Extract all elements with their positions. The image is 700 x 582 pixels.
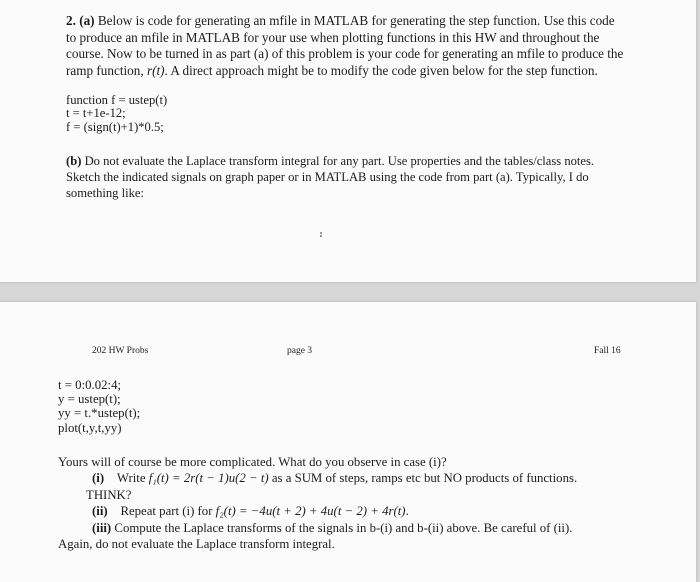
part-a-line-1: 2. (a) Below is code for generating an mfile in MATLAB for generating the step function. Use this code <box>66 13 615 28</box>
part-a-line-4: ramp function, r(t). A direct approach might be to modify the code given below for the step function. <box>66 62 598 78</box>
part-a-line-2: to produce an mfile in MATLAB for your use when plotting functions in this HW and throughout the <box>66 29 600 45</box>
part-a-text <box>58 13 623 79</box>
part-b-line-1: (b) Do not evaluate the Laplace transform integral for any part. Use properties and the tables/class notes. <box>66 154 595 168</box>
closing-text: Again, do not evaluate the Laplace transform integral. <box>58 537 335 552</box>
f1-expression: f₁(t) = 2r(t − 1)u(2 − t) <box>148 471 269 486</box>
item-ii: (ii) Repeat part (i) for f₂(t) = −4u(t + 2) + 4u(t − 2) + 4r(t). <box>92 504 409 519</box>
top-page <box>0 0 696 282</box>
scroll-dots <box>320 232 323 240</box>
part-a-label: (a) <box>79 13 95 28</box>
bottom-page <box>0 302 696 582</box>
intro-text: Yours will of course be more complicated. What do you observe in case (i)? <box>58 455 447 469</box>
part-b-line-3: something like: <box>66 186 145 200</box>
header-right: Fall 16 <box>594 346 621 356</box>
part-b-label: (b) <box>66 154 82 168</box>
code-line: f = (sign(t)+1)*0.5; <box>66 119 164 134</box>
item-iii: (iii) Compute the Laplace transforms of the signals in b-(i) and b-(ii) above. Be careful of (ii). <box>92 520 573 535</box>
part-b-text <box>66 153 594 201</box>
question-number: 2. <box>66 13 76 28</box>
ramp-symbol: r(t) <box>146 62 165 78</box>
code-line: function f = ustep(t) <box>66 93 168 107</box>
part-b-line-2: Sketch the indicated signals on graph paper or in MATLAB using the code from part (a). Typically, I do <box>66 170 589 184</box>
header-left: 202 HW Probs <box>92 346 149 356</box>
code-line: y = ustep(t); <box>58 392 121 407</box>
code-line: t = t+1e-12; <box>66 106 126 121</box>
sub-parts <box>58 454 577 552</box>
ustep-code-block <box>66 94 167 134</box>
think-text: THINK? <box>86 487 132 502</box>
item-i: (i) Write f₁(t) = 2r(t − 1)u(2 − t) as a SUM of steps, ramps etc but NO products of functions. <box>92 471 578 486</box>
plot-code-block <box>58 378 140 435</box>
code-line: plot(t,y,t,yy) <box>58 420 122 435</box>
code-line: yy = t.*ustep(t); <box>58 406 141 421</box>
code-line: t = 0:0.02:4; <box>58 378 122 392</box>
header-center: page 3 <box>287 346 313 356</box>
f2-expression: f₂(t) = −4u(t + 2) + 4u(t − 2) + 4r(t) <box>215 504 406 519</box>
part-a-line-3: course. Now to be turned in as part (a) of this problem is your code for generating an mfile to produce the <box>66 46 624 62</box>
